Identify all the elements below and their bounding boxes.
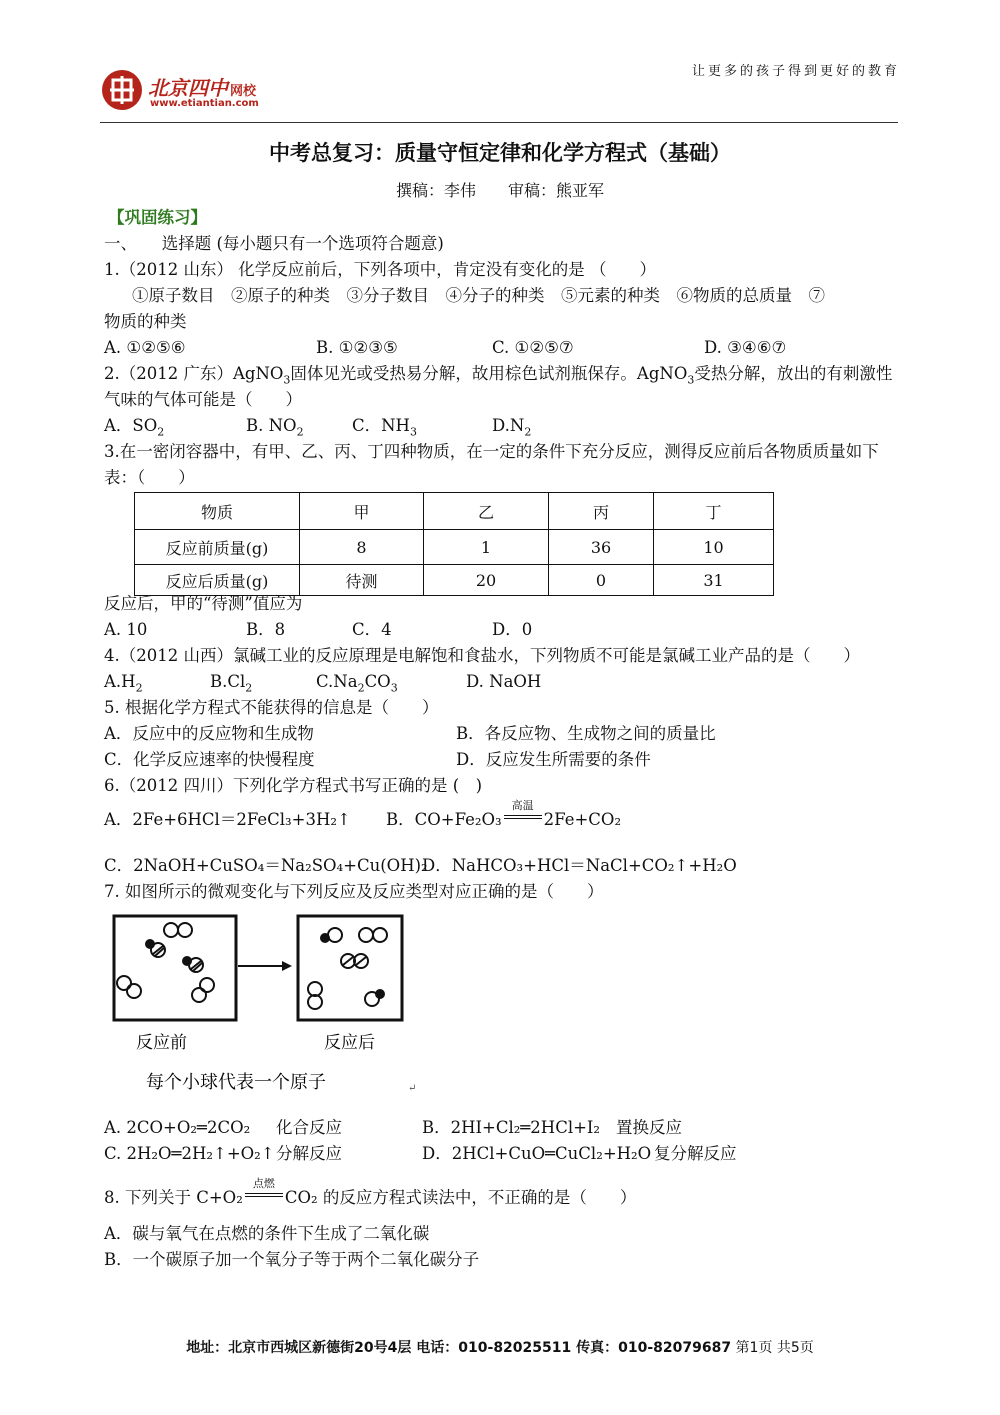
before-label: 反应前 bbox=[136, 1033, 187, 1053]
q3-option-b: B．8 bbox=[246, 620, 286, 639]
q7-option-d: D．2HCl+CuO═CuCl₂+H₂O bbox=[422, 1144, 652, 1163]
q7-option-c-type: 分解反应 bbox=[276, 1144, 342, 1163]
diagram-caption: 每个小球代表一个原子 bbox=[146, 1072, 326, 1093]
table-cell: 反应后质量(g) bbox=[135, 565, 300, 596]
micro-reaction-diagram bbox=[104, 910, 424, 1100]
table-row bbox=[135, 565, 774, 596]
q7-option-a: A. 2CO+O₂═2CO₂ bbox=[104, 1118, 251, 1137]
logo-name: 北京四中 网校 bbox=[148, 76, 257, 100]
mass-table bbox=[134, 492, 774, 596]
table-cell: 反应前质量(g) bbox=[135, 530, 300, 565]
q2-option-b: B. $NO_2$ bbox=[246, 416, 304, 439]
q3-after: 反应后，甲的“待测”值应为 bbox=[104, 594, 303, 613]
q1-stem: 1.（2012 山东） 化学反应前后，下列各项中，肯定没有变化的是 （ ） bbox=[104, 260, 656, 279]
q3-stem-cont: 表：（ ） bbox=[104, 468, 195, 487]
carbon-atom bbox=[145, 939, 155, 949]
q4-option-b: $B.Cl_2$ bbox=[210, 672, 253, 695]
footer-address: 地址：北京市西城区新德街20号4层 电话：010-82025511 传真：010-82079687 bbox=[186, 1340, 732, 1356]
table-cell: 待测 bbox=[300, 565, 424, 596]
q4-option-c: $C.Na_2CO_3$ bbox=[316, 672, 398, 695]
after-label: 反应后 bbox=[324, 1033, 375, 1053]
before-molecules bbox=[117, 923, 214, 1002]
q7-option-d-type: 复分解反应 bbox=[654, 1144, 737, 1163]
q5-option-a: A．反应中的反应物和生成物 bbox=[104, 724, 314, 743]
q1-option-d: D. ③④⑥⑦ bbox=[704, 338, 787, 357]
table-cell: 36 bbox=[549, 530, 654, 565]
q7-stem: 7. 如图所示的微观变化与下列反应及反应类型对应正确的是（ ） bbox=[104, 882, 604, 901]
q5-option-c: C．化学反应速率的快慢程度 bbox=[104, 750, 315, 769]
q1-option-b: B. ①②③⑤ bbox=[316, 338, 398, 357]
q2-stem: 2.（2012 广东）AgNO$_3$固体见光或受热易分解，故用棕色试剂瓶保存。AgNO$_3$受热分解，放出的有刺激性 bbox=[104, 364, 893, 387]
table-row bbox=[135, 530, 774, 565]
q4-option-a: $A.H_2$ bbox=[104, 672, 143, 695]
table-header-row bbox=[135, 493, 774, 530]
table-cell: 0 bbox=[549, 565, 654, 596]
page-title: 中考总复习：质量守恒定律和化学方程式（基础） bbox=[269, 140, 731, 165]
logo-emblem-icon bbox=[102, 70, 142, 110]
q3-stem: 3.在一密闭容器中，有甲、乙、丙、丁四种物质，在一定的条件下充分反应，测得反应前后各物质质量如下 bbox=[104, 442, 879, 461]
q6-stem: 6.（2012 四川）下列化学方程式书写正确的是 ( ) bbox=[104, 776, 483, 795]
before-box bbox=[114, 916, 236, 1020]
q4-stem: 4.（2012 山西）氯碱工业的反应原理是电解饱和食盐水，下列物质不可能是氯碱工业产品的是（ ） bbox=[104, 646, 860, 665]
q2-option-d: $D.N_2$ bbox=[492, 416, 532, 439]
q7-option-c: C. 2H₂O═2H₂↑+O₂↑ bbox=[104, 1144, 275, 1163]
q5-option-b: B．各反应物、生成物之间的质量比 bbox=[456, 724, 716, 743]
q6-option-c: C．2NaOH+CuSO₄＝Na₂SO₄+Cu(OH)₂ bbox=[104, 856, 428, 875]
q5-stem: 5. 根据化学方程式不能获得的信息是（ ） bbox=[104, 698, 439, 717]
q1-items-cont: 物质的种类 bbox=[104, 312, 187, 331]
carbon-atom bbox=[320, 933, 330, 943]
after-molecules bbox=[308, 928, 387, 1009]
table-header-cell: 甲 bbox=[300, 493, 424, 530]
q1-option-a: A. ①②⑤⑥ bbox=[104, 338, 186, 357]
q8-option-b: B．一个碳原子加一个氧分子等于两个二氧化碳分子 bbox=[104, 1250, 480, 1269]
q2-option-a: A．$SO_2$ bbox=[104, 416, 165, 439]
q1-option-c: C. ①②⑤⑦ bbox=[492, 338, 574, 357]
carbon-atom bbox=[182, 956, 192, 966]
table-header-cell: 乙 bbox=[424, 493, 549, 530]
part-heading: 一、 选择题 (每小题只有一个选项符合题意) bbox=[104, 234, 444, 253]
table-cell: 10 bbox=[654, 530, 774, 565]
logo bbox=[102, 68, 302, 118]
q7-option-b: B．2HI+Cl₂═2HCl+I₂ bbox=[422, 1118, 601, 1137]
stray-mark: ↵ bbox=[408, 1083, 417, 1094]
q8-stem: 8. 下列关于 C+O₂ 点燃 CO₂ 的反应方程式读法中，不正确的是（ ） bbox=[104, 1177, 637, 1207]
q7-option-a-type: 化合反应 bbox=[276, 1118, 342, 1137]
q3-option-d: D．0 bbox=[492, 620, 533, 639]
header-rule bbox=[100, 122, 898, 123]
section-heading: 【巩固练习】 bbox=[108, 208, 207, 227]
table-cell: 20 bbox=[424, 565, 549, 596]
q3-option-c: C．4 bbox=[352, 620, 392, 639]
q2-option-c: C．$NH_3$ bbox=[352, 416, 417, 439]
diagram-svg bbox=[104, 910, 424, 1100]
footer bbox=[0, 1337, 1000, 1357]
q3-option-a: A. 10 bbox=[104, 620, 148, 639]
q6-option-a: A．2Fe+6HCl＝2FeCl₃+3H₂↑ bbox=[104, 810, 351, 829]
table-header-cell: 物质 bbox=[135, 493, 300, 530]
logo-url: www.etiantian.com bbox=[150, 98, 259, 109]
table-cell: 1 bbox=[424, 530, 549, 565]
authors: 撰稿：李伟 审稿：熊亚军 bbox=[395, 181, 604, 200]
q4-option-d: D. NaOH bbox=[466, 672, 542, 691]
table-header-cell: 丁 bbox=[654, 493, 774, 530]
q1-items: ①原子数目 ②原子的种类 ③分子数目 ④分子的种类 ⑤元素的种类 ⑥物质的总质量 ⑦ bbox=[132, 286, 825, 305]
q7-option-b-type: 置换反应 bbox=[616, 1118, 682, 1137]
q8-option-a: A．碳与氧气在点燃的条件下生成了二氧化碳 bbox=[104, 1224, 430, 1243]
table-header-cell: 丙 bbox=[549, 493, 654, 530]
carbon-atom bbox=[375, 989, 385, 999]
q2-stem-cont: 气味的气体可能是（ ） bbox=[104, 390, 302, 409]
table-cell: 31 bbox=[654, 565, 774, 596]
q6-option-b: B．CO+Fe₂O₃ 高温 2Fe+CO₂ bbox=[386, 799, 622, 829]
table-cell: 8 bbox=[300, 530, 424, 565]
q5-option-d: D．反应发生所需要的条件 bbox=[456, 750, 651, 769]
footer-page: 第1页 共5页 bbox=[735, 1340, 814, 1356]
arrow-head bbox=[282, 961, 292, 971]
q6-option-d: D．NaHCO₃+HCl＝NaCl+CO₂↑+H₂O bbox=[422, 856, 737, 875]
slogan: 让更多的孩子得到更好的教育 bbox=[691, 64, 900, 79]
